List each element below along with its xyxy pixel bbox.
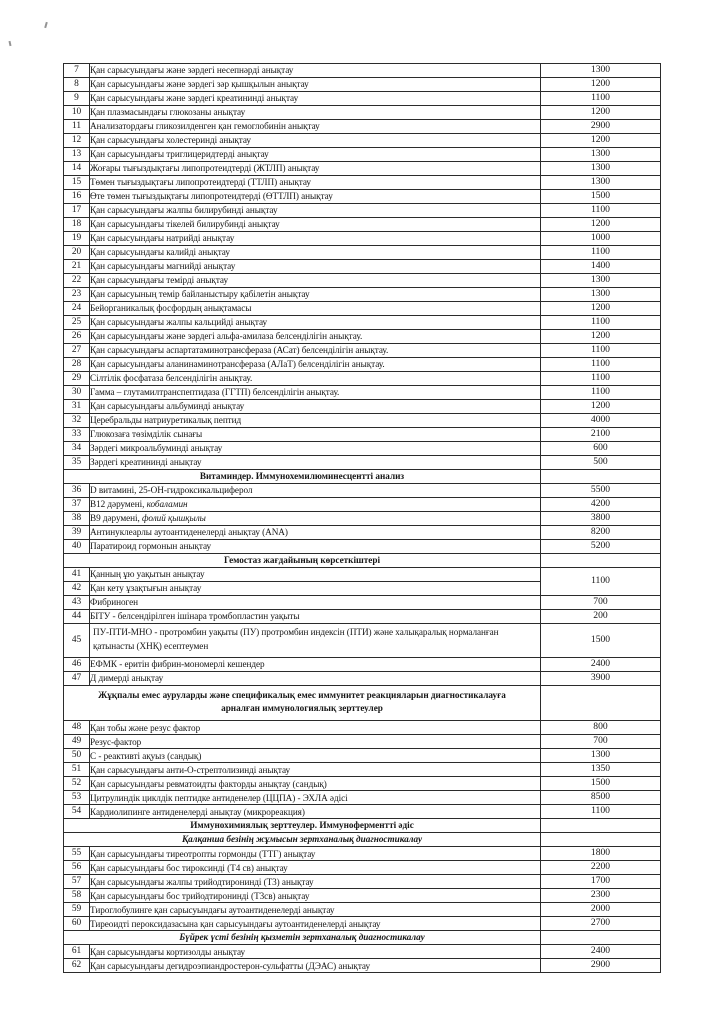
service-name: Церебральды натриуретикалық пептид bbox=[90, 414, 541, 428]
section-header-price-blank bbox=[541, 931, 661, 945]
service-name: Қан сарысуындағы тікелей билирубинді анықтау bbox=[90, 218, 541, 232]
service-price: 1300 bbox=[541, 64, 661, 78]
service-name: Паратироид гормонын анықтау bbox=[90, 540, 541, 554]
service-price: 1500 bbox=[541, 624, 661, 658]
service-name: Қан сарысуындағы кортизолды анықтау bbox=[90, 945, 541, 959]
service-name: Қан плазмасындағы глюкозаны анықтау bbox=[90, 106, 541, 120]
service-price: 2700 bbox=[541, 917, 661, 931]
row-number: 12 bbox=[64, 134, 90, 148]
service-price: 5200 bbox=[541, 540, 661, 554]
table-row bbox=[64, 302, 661, 316]
service-name: Қан тобы және резус фактор bbox=[90, 721, 541, 735]
service-name: Қан сарысуындағы дегидроэпиандростерон-сульфатты (ДЭАС) анықтау bbox=[90, 959, 541, 973]
service-price: 1300 bbox=[541, 288, 661, 302]
service-name: Қан сарысуындағы триглицеридтерді анықтау bbox=[90, 148, 541, 162]
row-number: 32 bbox=[64, 414, 90, 428]
row-number: 58 bbox=[64, 889, 90, 903]
row-number: 51 bbox=[64, 763, 90, 777]
service-name: Зәрдегі микроальбуминді анықтау bbox=[90, 442, 541, 456]
service-price: 2400 bbox=[541, 657, 661, 671]
service-name: Қан сарысуындағы жалпы трийодтиронинді (Т3) анықтау bbox=[90, 875, 541, 889]
service-price: 1300 bbox=[541, 148, 661, 162]
table-row bbox=[64, 428, 661, 442]
service-name: Қан сарысуындағы жалпы билирубинді анықтау bbox=[90, 204, 541, 218]
table-row bbox=[64, 92, 661, 106]
service-price: 1100 bbox=[541, 568, 661, 596]
row-number: 9 bbox=[64, 92, 90, 106]
row-number: 38 bbox=[64, 512, 90, 526]
section-header-title: Қалқанша безінің жұмысын зертханалық диагностикалау bbox=[64, 833, 541, 847]
row-number: 23 bbox=[64, 288, 90, 302]
table-row bbox=[64, 763, 661, 777]
table-row bbox=[64, 610, 661, 624]
service-name: Қан сарысуындағы бос трийодтиронинді (Т3св) анықтау bbox=[90, 889, 541, 903]
service-price: 1100 bbox=[541, 372, 661, 386]
section-header-title: Витаминдер. Иммунохемилюминесцентті анализ bbox=[64, 470, 541, 484]
scan-artifact-icon bbox=[9, 41, 12, 46]
table-row bbox=[64, 903, 661, 917]
table-row bbox=[64, 176, 661, 190]
table-row bbox=[64, 456, 661, 470]
row-number: 26 bbox=[64, 330, 90, 344]
service-name: ЕФМК - еритін фибрин-мономерлі кешендер bbox=[90, 657, 541, 671]
table-row bbox=[64, 358, 661, 372]
row-number: 54 bbox=[64, 805, 90, 819]
service-price: 800 bbox=[541, 721, 661, 735]
row-number: 49 bbox=[64, 735, 90, 749]
row-number: 55 bbox=[64, 847, 90, 861]
service-price: 1200 bbox=[541, 302, 661, 316]
table-row bbox=[64, 386, 661, 400]
service-price: 4200 bbox=[541, 498, 661, 512]
section-header-row bbox=[64, 470, 661, 484]
table-row bbox=[64, 498, 661, 512]
row-number: 16 bbox=[64, 190, 90, 204]
service-name: Қан сарысуындағы және зәрдегі несепнәрді анықтау bbox=[90, 64, 541, 78]
row-number: 39 bbox=[64, 526, 90, 540]
service-name: Зәрдегі креатининді анықтау bbox=[90, 456, 541, 470]
service-price: 1100 bbox=[541, 344, 661, 358]
table-row bbox=[64, 484, 661, 498]
table-row bbox=[64, 917, 661, 931]
service-price: 1500 bbox=[541, 777, 661, 791]
table-row bbox=[64, 657, 661, 671]
table-row bbox=[64, 861, 661, 875]
table-row bbox=[64, 791, 661, 805]
table-row bbox=[64, 777, 661, 791]
table-row bbox=[64, 204, 661, 218]
table-row bbox=[64, 805, 661, 819]
row-number: 35 bbox=[64, 456, 90, 470]
service-price: 1200 bbox=[541, 400, 661, 414]
section-header-price-blank bbox=[541, 819, 661, 833]
service-price: 1300 bbox=[541, 749, 661, 763]
table-row bbox=[64, 246, 661, 260]
service-price: 1300 bbox=[541, 274, 661, 288]
row-number: 8 bbox=[64, 78, 90, 92]
service-name: Қан сарысуындағы магнийді анықтау bbox=[90, 260, 541, 274]
row-number: 34 bbox=[64, 442, 90, 456]
service-price: 1100 bbox=[541, 386, 661, 400]
service-price: 1700 bbox=[541, 875, 661, 889]
row-number: 31 bbox=[64, 400, 90, 414]
service-name-italic-part: фолий қышқылы bbox=[142, 513, 206, 524]
table-row bbox=[64, 274, 661, 288]
table-row bbox=[64, 945, 661, 959]
service-name: Қан сарысуындағы калийді анықтау bbox=[90, 246, 541, 260]
row-number: 25 bbox=[64, 316, 90, 330]
service-price: 8200 bbox=[541, 526, 661, 540]
service-price: 1300 bbox=[541, 162, 661, 176]
service-price: 1350 bbox=[541, 763, 661, 777]
row-number: 60 bbox=[64, 917, 90, 931]
service-name: Қан сарысуындағы және зәрдегі зәр қышқылын анықтау bbox=[90, 78, 541, 92]
service-name: Қан кету ұзақтығын анықтау bbox=[90, 582, 541, 596]
table-row bbox=[64, 540, 661, 554]
table-row bbox=[64, 232, 661, 246]
table-row bbox=[64, 512, 661, 526]
service-name: Анализатордағы гликозилденген қан гемоглобинін анықтау bbox=[90, 120, 541, 134]
table-row bbox=[64, 400, 661, 414]
service-name: Резус-фактор bbox=[90, 735, 541, 749]
service-name: Фибриноген bbox=[90, 596, 541, 610]
service-name: Тироглобулинге қан сарысуындағы аутоантиденелерді анықтау bbox=[90, 903, 541, 917]
section-header-row bbox=[64, 833, 661, 847]
service-name: Қан сарысуындағы натрийді анықтау bbox=[90, 232, 541, 246]
service-name: Антинуклеарлы аутоантиденелерді анықтау (ANA) bbox=[90, 526, 541, 540]
service-name: Бейорганикалық фосфордың анықтамасы bbox=[90, 302, 541, 316]
table-row bbox=[64, 330, 661, 344]
section-header-title: Иммунохимиялық зерттеулер. Иммуноферментті әдіс bbox=[64, 819, 541, 833]
row-number: 27 bbox=[64, 344, 90, 358]
row-number: 46 bbox=[64, 657, 90, 671]
row-number: 42 bbox=[64, 582, 90, 596]
service-name: Қан сарысуындағы анти-О-стрептолизинді анықтау bbox=[90, 763, 541, 777]
service-name: Қан сарысуындағы аланинаминотрансфераза (АЛаТ) белсенділігін анықтау. bbox=[90, 358, 541, 372]
service-price: 1100 bbox=[541, 92, 661, 106]
table-row bbox=[64, 78, 661, 92]
row-number: 24 bbox=[64, 302, 90, 316]
service-name-italic-part: кобаламин bbox=[146, 499, 188, 510]
service-name: Қанның ұю уақытын анықтау bbox=[90, 568, 541, 582]
row-number: 57 bbox=[64, 875, 90, 889]
table-row bbox=[64, 120, 661, 134]
service-price: 700 bbox=[541, 596, 661, 610]
row-number: 50 bbox=[64, 749, 90, 763]
table-row bbox=[64, 218, 661, 232]
section-header-row bbox=[64, 931, 661, 945]
service-price: 2900 bbox=[541, 120, 661, 134]
table-row bbox=[64, 526, 661, 540]
service-price: 5500 bbox=[541, 484, 661, 498]
service-price: 2100 bbox=[541, 428, 661, 442]
row-number: 14 bbox=[64, 162, 90, 176]
service-price: 2300 bbox=[541, 889, 661, 903]
service-price: 1200 bbox=[541, 134, 661, 148]
service-price: 3900 bbox=[541, 671, 661, 685]
row-number: 33 bbox=[64, 428, 90, 442]
service-price: 3800 bbox=[541, 512, 661, 526]
service-price: 8500 bbox=[541, 791, 661, 805]
row-number: 44 bbox=[64, 610, 90, 624]
service-name: Сілтілік фосфатаза белсенділігін анықтау. bbox=[90, 372, 541, 386]
service-price: 1200 bbox=[541, 106, 661, 120]
service-price: 1300 bbox=[541, 176, 661, 190]
row-number: 21 bbox=[64, 260, 90, 274]
service-name: БІТУ - белсендірілген ішінара тромбопластин уақыты bbox=[90, 610, 541, 624]
row-number: 11 bbox=[64, 120, 90, 134]
service-name: С - реактивті ақуыз (сандық) bbox=[90, 749, 541, 763]
row-number: 47 bbox=[64, 671, 90, 685]
service-name: Тиреоидті пероксидазасына қан сарысуындағы аутоантиденелерді анықтау bbox=[90, 917, 541, 931]
scan-artifact-icon bbox=[44, 22, 48, 28]
service-name: D витамині, 25-ОН-гидроксикальциферол bbox=[90, 484, 541, 498]
service-name: Қан сарысуындағы альбуминді анықтау bbox=[90, 400, 541, 414]
service-name: Гамма – глутамилтранспептидаза (ГГТП) белсенділігін анықтау. bbox=[90, 386, 541, 400]
table-row bbox=[64, 148, 661, 162]
service-name: Қан сарысуындағы және зәрдегі альфа-амилаза белсенділігін анықтау. bbox=[90, 330, 541, 344]
section-header-price-blank bbox=[541, 470, 661, 484]
table-row bbox=[64, 568, 661, 582]
section-header-row bbox=[64, 554, 661, 568]
table-row bbox=[64, 372, 661, 386]
lab-services-price-table bbox=[63, 63, 661, 973]
row-number: 10 bbox=[64, 106, 90, 120]
table-row bbox=[64, 288, 661, 302]
row-number: 41 bbox=[64, 568, 90, 582]
service-name-text: В12 дәрумені, bbox=[90, 499, 147, 510]
service-price: 1100 bbox=[541, 246, 661, 260]
table-row bbox=[64, 624, 661, 658]
service-name: Қан сарысуының темір байланыстыру қабілетін анықтау bbox=[90, 288, 541, 302]
service-price: 4000 bbox=[541, 414, 661, 428]
service-name bbox=[90, 498, 541, 512]
table-row bbox=[64, 260, 661, 274]
service-name: Жоғары тығыздықтағы липопротеидтерді (ЖТЛП) анықтау bbox=[90, 162, 541, 176]
service-name: Қан сарысуындағы холестеринді анықтау bbox=[90, 134, 541, 148]
table-row bbox=[64, 735, 661, 749]
service-name: Қан сарысуындағы аспартатаминотрансфераза (АСат) белсенділігін анықтау. bbox=[90, 344, 541, 358]
row-number: 19 bbox=[64, 232, 90, 246]
service-name: Д димерді анықтау bbox=[90, 671, 541, 685]
row-number: 17 bbox=[64, 204, 90, 218]
table-row bbox=[64, 721, 661, 735]
table-row bbox=[64, 596, 661, 610]
service-price: 1100 bbox=[541, 805, 661, 819]
row-number: 13 bbox=[64, 148, 90, 162]
row-number: 7 bbox=[64, 64, 90, 78]
service-price: 1100 bbox=[541, 316, 661, 330]
table-row bbox=[64, 442, 661, 456]
service-name: Глюкозаға төзімділік сынағы bbox=[90, 428, 541, 442]
row-number: 53 bbox=[64, 791, 90, 805]
table-row bbox=[64, 959, 661, 973]
service-price: 2000 bbox=[541, 903, 661, 917]
service-price: 2900 bbox=[541, 959, 661, 973]
service-name: Қан сарысуындағы теміpді анықтау bbox=[90, 274, 541, 288]
section-header-title: Бүйрек үсті безінің қызметін зертханалық диагностикалау bbox=[64, 931, 541, 945]
service-name: Цитрулиндік циклдік пептидке антиденелер (ЦЦПА) - ЭХЛА әдісі bbox=[90, 791, 541, 805]
table-row bbox=[64, 64, 661, 78]
section-header-title: Гемостаз жағдайының көрсеткіштері bbox=[64, 554, 541, 568]
section-header-price-blank bbox=[541, 833, 661, 847]
table-row bbox=[64, 875, 661, 889]
row-number: 29 bbox=[64, 372, 90, 386]
row-number: 43 bbox=[64, 596, 90, 610]
table-row bbox=[64, 316, 661, 330]
service-price: 600 bbox=[541, 442, 661, 456]
row-number: 18 bbox=[64, 218, 90, 232]
service-name: Өте төмен тығыздықтағы липопротеидтерді (ӨТТЛП) анықтау bbox=[90, 190, 541, 204]
section-header-row bbox=[64, 685, 661, 721]
table-row bbox=[64, 749, 661, 763]
service-price: 1000 bbox=[541, 232, 661, 246]
row-number: 30 bbox=[64, 386, 90, 400]
row-number: 52 bbox=[64, 777, 90, 791]
table-row bbox=[64, 671, 661, 685]
service-name: ПУ-ПТИ-МНО - протромбин уақыты (ПУ) протромбин индексін (ПТИ) және халықаралық нормаланған қатынасты (ХНҚ) есептеумен bbox=[90, 624, 541, 658]
row-number: 59 bbox=[64, 903, 90, 917]
section-header-price-blank bbox=[541, 554, 661, 568]
row-number: 37 bbox=[64, 498, 90, 512]
table-row bbox=[64, 106, 661, 120]
service-name: Қан сарысуындағы бос тироксинді (Т4 св) анықтау bbox=[90, 861, 541, 875]
service-name: Кардиолипинге антиденелерді анықтау (микрореакция) bbox=[90, 805, 541, 819]
table-row bbox=[64, 344, 661, 358]
price-table-body bbox=[64, 64, 661, 973]
row-number: 28 bbox=[64, 358, 90, 372]
row-number: 36 bbox=[64, 484, 90, 498]
table-row bbox=[64, 190, 661, 204]
row-number: 56 bbox=[64, 861, 90, 875]
row-number: 45 bbox=[64, 624, 90, 658]
table-row bbox=[64, 162, 661, 176]
service-price: 1800 bbox=[541, 847, 661, 861]
service-name: Қан сарысуындағы тиреотропты гормонды (ТТГ) анықтау bbox=[90, 847, 541, 861]
service-name bbox=[90, 512, 541, 526]
table-row bbox=[64, 847, 661, 861]
row-number: 15 bbox=[64, 176, 90, 190]
service-price: 500 bbox=[541, 456, 661, 470]
service-price: 1400 bbox=[541, 260, 661, 274]
service-price: 1200 bbox=[541, 330, 661, 344]
service-name-text: В9 дәрумені, bbox=[90, 513, 143, 524]
service-name: Қан сарысуындағы және зәрдегі креатининді анықтау bbox=[90, 92, 541, 106]
service-price: 200 bbox=[541, 610, 661, 624]
row-number: 22 bbox=[64, 274, 90, 288]
service-name: Төмен тығыздықтағы липопротеидтерді (ТТЛП) анықтау bbox=[90, 176, 541, 190]
service-price: 2200 bbox=[541, 861, 661, 875]
service-price: 1200 bbox=[541, 78, 661, 92]
row-number: 20 bbox=[64, 246, 90, 260]
service-price: 1200 bbox=[541, 218, 661, 232]
row-number: 40 bbox=[64, 540, 90, 554]
service-name: Қан сарысуындағы жалпы кальцийді анықтау bbox=[90, 316, 541, 330]
table-row bbox=[64, 414, 661, 428]
section-header-title: Жұқпалы емес ауруларды және спецификалық емес иммунитет реакцияларын диагностикалауға арналған иммунологиялық зерттеулер bbox=[64, 685, 541, 721]
row-number: 61 bbox=[64, 945, 90, 959]
row-number: 48 bbox=[64, 721, 90, 735]
service-price: 1100 bbox=[541, 204, 661, 218]
section-header-price-blank bbox=[541, 685, 661, 721]
service-price: 1100 bbox=[541, 358, 661, 372]
row-number: 62 bbox=[64, 959, 90, 973]
service-name: Қан сарысуындағы ревматоидты факторды анықтау (сандық) bbox=[90, 777, 541, 791]
service-price: 2400 bbox=[541, 945, 661, 959]
table-row bbox=[64, 134, 661, 148]
service-price: 1500 bbox=[541, 190, 661, 204]
table-row bbox=[64, 889, 661, 903]
section-header-row bbox=[64, 819, 661, 833]
service-price: 700 bbox=[541, 735, 661, 749]
